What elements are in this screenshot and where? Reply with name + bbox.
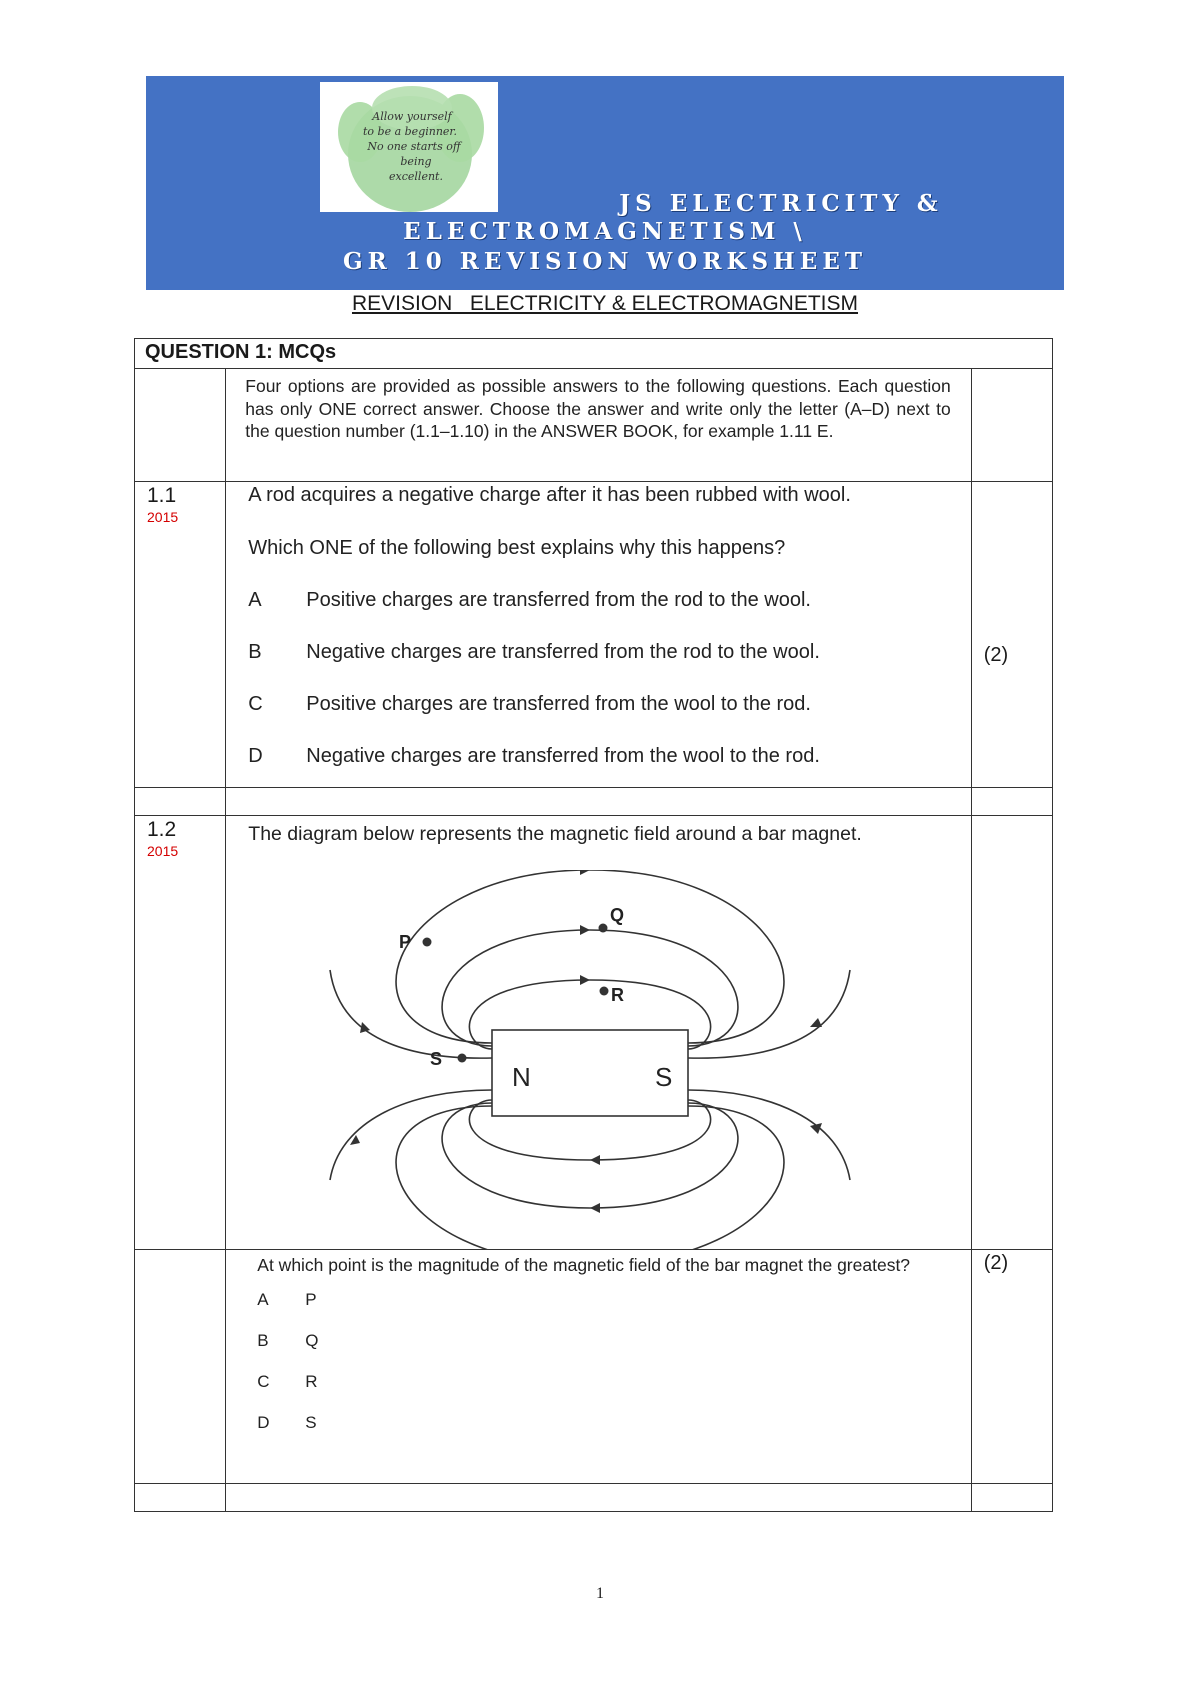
north-pole-label: N [512,1062,532,1092]
header-banner [146,76,1064,290]
option-c: C Positive charges are transferred from the wool to the rod. [248,693,811,715]
question-year: 2015 [147,843,179,859]
question-year: 2015 [147,509,179,525]
question-text: The diagram below represents the magnetic field around a bar magnet. [248,823,862,845]
document-title: REVISION ELECTRICITY & ELECTROMAGNETISM [351,292,859,315]
question-heading: QUESTION 1: MCQs [135,339,1053,369]
option-b: B Q [257,1331,319,1350]
banner-title-line1: JS ELECTRICITY & [619,190,943,217]
option-d: D S [257,1413,317,1432]
south-pole-label: S [655,1062,673,1092]
marks: (2) [971,482,1052,788]
option-d: D Negative charges are transferred from the wool to the rod. [248,745,820,767]
svg-text:Allow yourself: Allow yourself [372,110,452,123]
point-r-label: R [611,985,625,1005]
point-s-label: S [430,1049,443,1069]
point-q-label: Q [610,905,625,925]
question-body [226,482,971,788]
question-table [134,338,1053,1512]
svg-text:to be a beginner.: to be a beginner. [363,125,457,138]
question-text: At which point is the magnitude of the magnetic field of the bar magnet the greatest? [257,1255,911,1275]
option-c: C R [257,1372,318,1391]
svg-text:No one starts off: No one starts off [367,140,461,153]
banner-title-line3: GR 10 REVISION WORKSHEET [343,248,867,275]
banner-title-line2: ELECTROMAGNETISM \ [403,218,807,245]
point-p-label: P [399,932,412,952]
marks: (2) [971,1250,1052,1484]
option-a: A P [257,1290,317,1309]
svg-text:excellent.: excellent. [389,170,443,183]
option-b: B Negative charges are transferred from the rod to the wool. [248,641,820,663]
question-subtext: Which ONE of the following best explains why this happens? [248,537,786,559]
svg-text:being: being [400,155,432,168]
question-text: A rod acquires a negative charge after it has been rubbed with wool. [248,484,851,506]
option-a: A Positive charges are transferred from the rod to the wool. [248,589,811,611]
instructions-text: Four options are provided as possible answers to the following questions. Each question has only ONE correct answer. Choose the answer and write only the letter (A–D) next to the question number (1.1–1.10) in the ANSWER BOOK, for example 1.11 E. [226,369,971,482]
question-body [226,1250,971,1484]
question-body [226,816,971,1250]
question-number: 1.2 2015 [135,816,226,1250]
question-number: 1.1 2015 [135,482,226,788]
bar-magnet-field-diagram [290,870,890,1250]
page-number: 1 [596,1585,604,1602]
